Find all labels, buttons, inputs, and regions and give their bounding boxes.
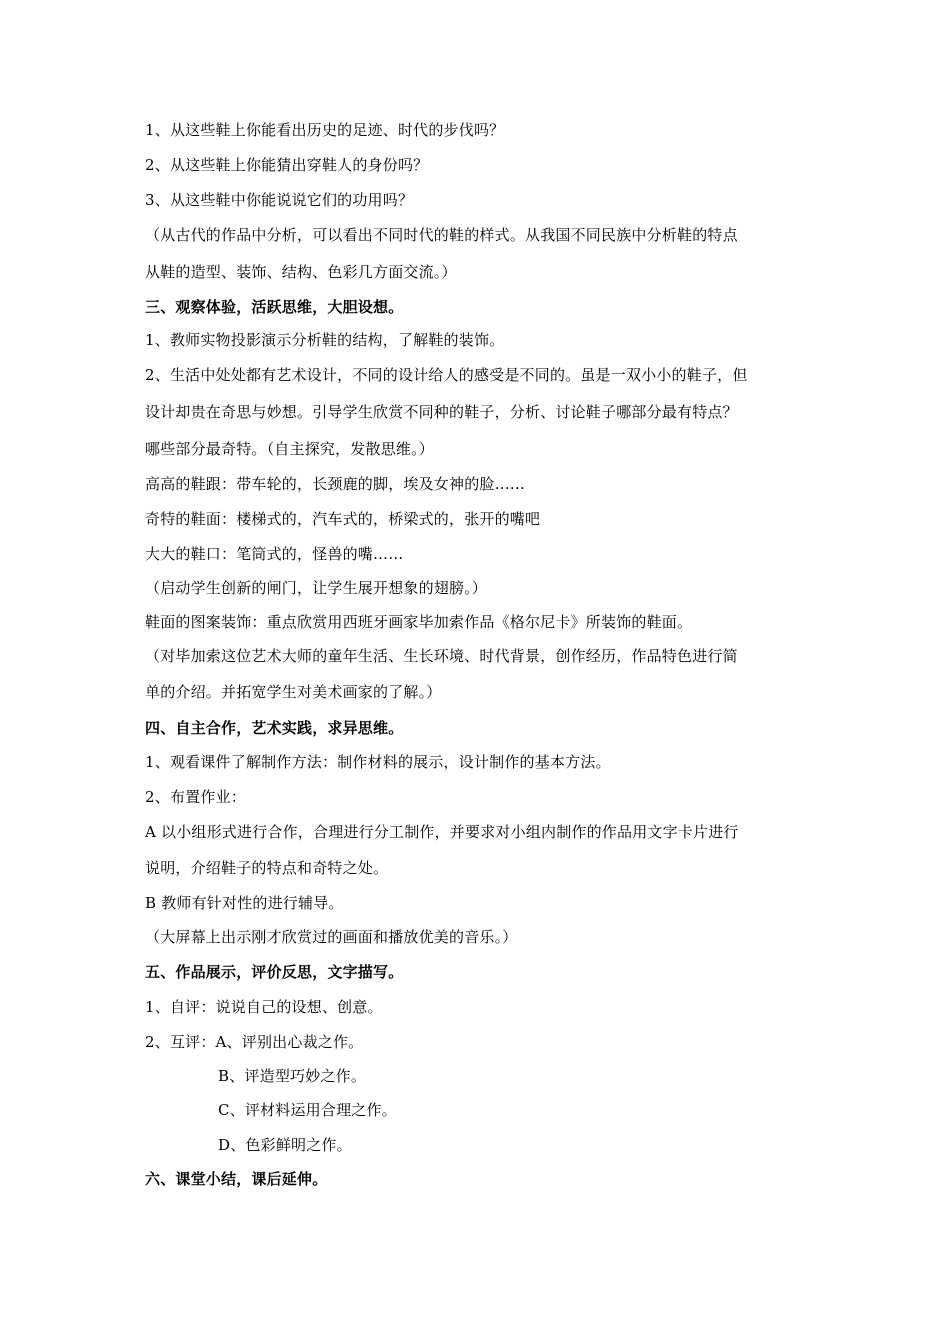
section-heading-3: 三、观察体验，活跃思维，大胆设想。 xyxy=(145,298,404,316)
assignment-a-line-2: 说明，介绍鞋子的特点和奇特之处。 xyxy=(145,859,389,877)
section-heading-4: 四、自主合作，艺术实践，求异思维。 xyxy=(145,719,404,737)
section-heading-6: 六、课堂小结，课后延伸。 xyxy=(145,1170,328,1188)
pattern-decoration: 鞋面的图案装饰：重点欣赏用西班牙画家毕加索作品《格尔尼卡》所装饰的鞋面。 xyxy=(145,613,693,631)
note-imagination: （启动学生创新的闸门，让学生展开想象的翅膀。） xyxy=(145,579,488,597)
section-heading-5: 五、作品展示，评价反思，文字描写。 xyxy=(145,963,404,981)
upper-examples: 奇特的鞋面：楼梯式的，汽车式的，桥梁式的，张开的嘴吧 xyxy=(145,510,541,528)
step-2-line-2: 设计却贵在奇思与妙想。引导学生欣赏不同种的鞋子，分析、讨论鞋子哪部分最有特点？ xyxy=(145,403,738,421)
question-1: 1、从这些鞋上你能看出历史的足迹、时代的步伐吗？ xyxy=(145,121,505,139)
note-picasso-line-2: 单的介绍。并拓宽学生对美术画家的了解。） xyxy=(145,683,442,701)
note-screen-music: （大屏幕上出示刚才欣赏过的画面和播放优美的音乐。） xyxy=(145,928,518,946)
peer-evaluation-b: B、评造型巧妙之作。 xyxy=(218,1067,367,1085)
step-2-line-1: 2、生活中处处都有艺术设计，不同的设计给人的感受是不同的。虽是一双小小的鞋子，但 xyxy=(145,366,748,384)
opening-examples: 大大的鞋口：笔筒式的，怪兽的嘴…… xyxy=(145,545,404,563)
step-2-assignment: 2、布置作业： xyxy=(145,788,246,806)
note-analysis-line-2: 从鞋的造型、装饰、结构、色彩几方面交流。） xyxy=(145,263,457,281)
step-1-projection: 1、教师实物投影演示分析鞋的结构，了解鞋的装饰。 xyxy=(145,331,505,349)
note-analysis-line-1: （从古代的作品中分析，可以看出不同时代的鞋的样式。从我国不同民族中分析鞋的特点 xyxy=(145,226,738,244)
self-evaluation: 1、自评：说说自己的设想、创意。 xyxy=(145,998,383,1016)
peer-evaluation-c: C、评材料运用合理之作。 xyxy=(218,1101,397,1119)
peer-evaluation-a: 2、互评：A、评别出心裁之作。 xyxy=(145,1033,364,1051)
question-3: 3、从这些鞋中你能说说它们的功用吗？ xyxy=(145,191,414,209)
heel-examples: 高高的鞋跟：带车轮的，长颈鹿的脚，埃及女神的脸…… xyxy=(145,475,526,493)
note-picasso-line-1: （对毕加索这位艺术大师的童年生活、生长环境、时代背景，创作经历，作品特色进行简 xyxy=(145,647,738,665)
peer-evaluation-d: D、色彩鲜明之作。 xyxy=(218,1136,352,1154)
assignment-a-line-1: A 以小组形式进行合作，合理进行分工制作，并要求对小组内制作的作品用文字卡片进行 xyxy=(145,823,739,841)
step-1-courseware: 1、观看课件了解制作方法：制作材料的展示，设计制作的基本方法。 xyxy=(145,753,611,771)
question-2: 2、从这些鞋上你能猜出穿鞋人的身份吗？ xyxy=(145,156,429,174)
step-2-line-3: 哪些部分最奇特。（自主探究，发散思维。） xyxy=(145,440,435,458)
assignment-b: B 教师有针对性的进行辅导。 xyxy=(145,894,344,912)
